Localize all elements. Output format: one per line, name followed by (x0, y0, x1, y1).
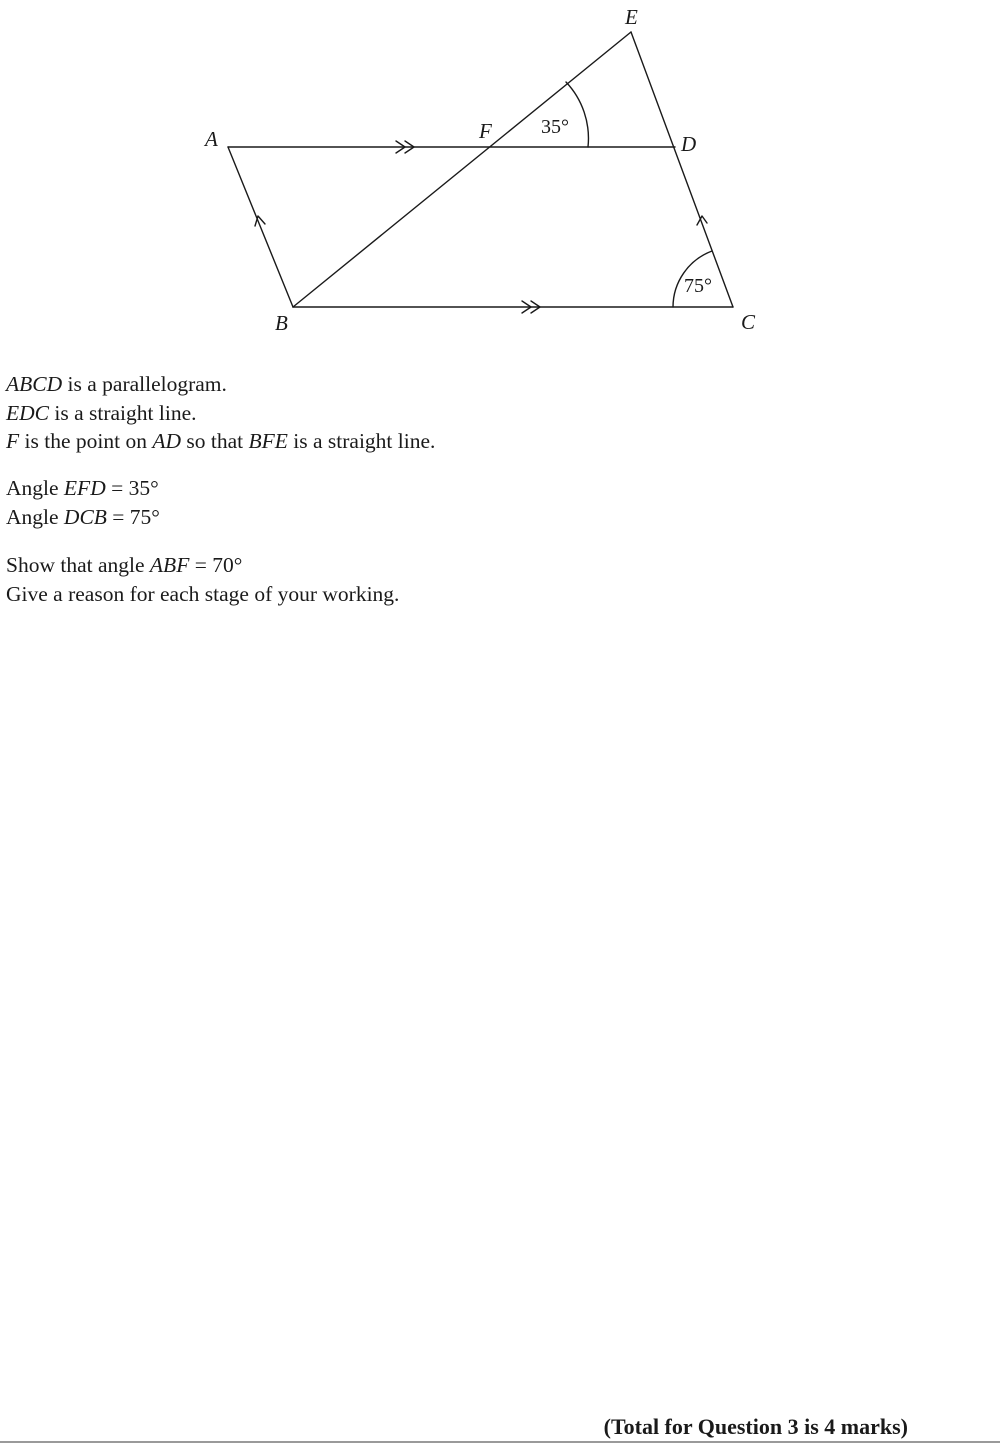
statement-parallelogram: ABCD is a parallelogram. (6, 372, 227, 396)
task-block (6, 551, 399, 608)
task-give-reason: Give a reason for each stage of your working. (6, 581, 400, 606)
point-label-e: E (625, 5, 638, 29)
angle-arc-efd (566, 82, 588, 147)
var-dcb: DCB (63, 504, 107, 529)
point-label-c: C (741, 310, 756, 334)
var-f: F (6, 429, 20, 453)
page-divider (0, 1441, 1000, 1443)
var-bfe: BFE (248, 429, 288, 453)
var-abcd: ABCD (6, 372, 63, 396)
statements-block (6, 370, 435, 456)
angle-label-dcb: 75° (684, 275, 712, 297)
line-edc (631, 32, 733, 307)
parallelogram-diagram (0, 0, 1000, 345)
var-ad: AD (152, 429, 181, 453)
point-label-a: A (205, 127, 218, 151)
total-marks: (Total for Question 3 is 4 marks) (603, 1414, 908, 1439)
point-label-f: F (479, 119, 492, 143)
statement-point-f: F is the point on AD so that BFE is a straight line. (6, 429, 436, 453)
var-abf: ABF (149, 553, 190, 577)
given-angles-block (6, 474, 160, 531)
given-angle-efd: Angle EFD = 35° (6, 476, 159, 500)
point-label-d: D (681, 132, 697, 156)
given-angle-dcb: Angle DCB = 75° (6, 504, 160, 529)
angle-label-efd: 35° (541, 116, 569, 138)
point-label-b: B (275, 311, 288, 335)
var-efd: EFD (63, 476, 106, 500)
var-edc: EDC (6, 400, 49, 425)
line-bfe (293, 32, 631, 307)
statement-straight-edc: EDC is a straight line. (6, 400, 197, 425)
task-show-that: Show that angle ABF = 70° (6, 553, 243, 577)
side-ab (228, 147, 293, 307)
